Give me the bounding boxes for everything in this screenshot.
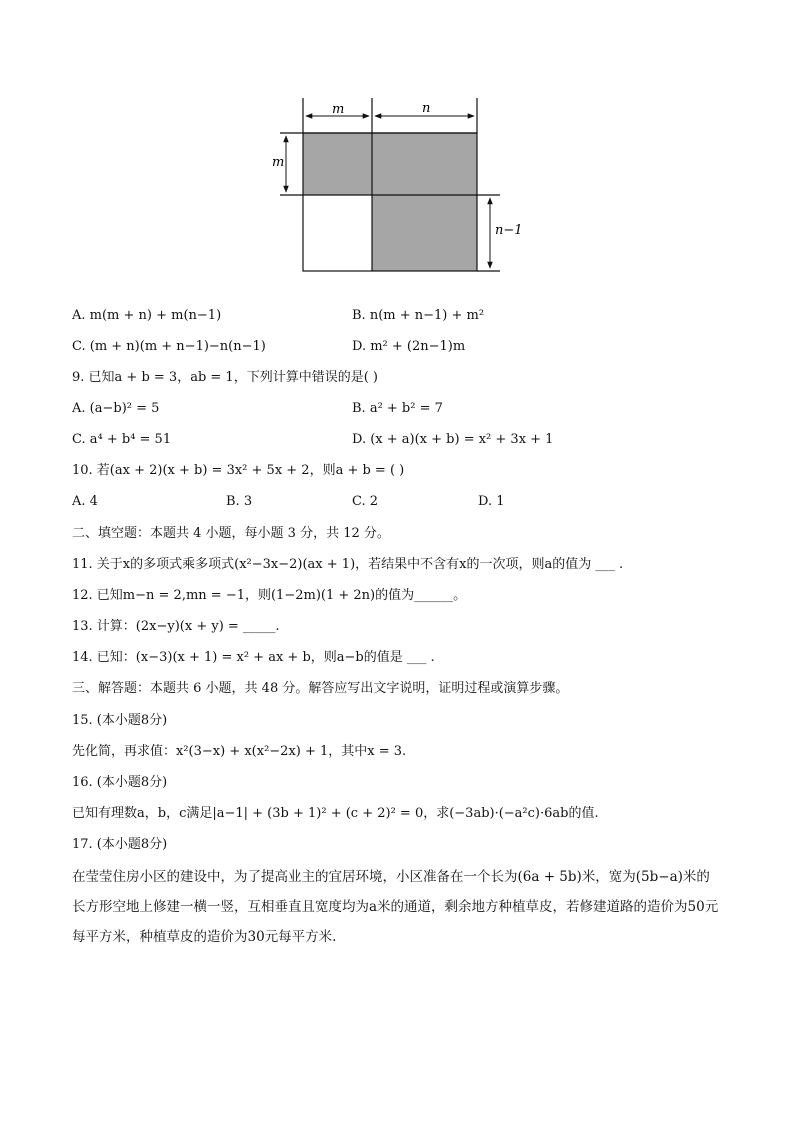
- q8-option-b: B. n(m + n−1) + m²: [352, 308, 485, 323]
- q9-option-c: C. a⁴ + b⁴ = 51: [72, 432, 172, 447]
- area-figure: [266, 96, 526, 276]
- q13: 13. 计算：(2x−y)(x + y) = _____.: [72, 619, 280, 634]
- label-left-m: m: [272, 155, 285, 170]
- q8-option-a: A. m(m + n) + m(n−1): [72, 308, 222, 323]
- q8-option-c: C. (m + n)(m + n−1)−n(n−1): [72, 339, 266, 354]
- q9-option-a: A. (a−b)² = 5: [72, 401, 160, 416]
- q9-option-b: B. a² + b² = 7: [352, 401, 443, 416]
- section2-title: 二、填空题：本题共 4 小题，每小题 3 分，共 12 分。: [72, 526, 390, 541]
- area-diagram: [266, 96, 526, 276]
- q10-option-d: D. 1: [478, 494, 505, 509]
- shaded-top-right: [372, 133, 477, 195]
- q16-body: 已知有理数a，b，c满足|a−1| + (3b + 1)² + (c + 2)² = 0，求(−3ab)·(−a²c)·6ab的值.: [72, 806, 599, 821]
- q9-stem: 9. 已知a + b = 3，ab = 1，下列计算中错误的是( ): [72, 370, 378, 385]
- label-top-m: m: [332, 102, 345, 117]
- shaded-bottom-right: [372, 195, 477, 271]
- q17-head: 17. (本小题8分): [72, 837, 168, 852]
- section3-title: 三、解答题：本题共 6 小题，共 48 分。解答应写出文字说明，证明过程或演算步骤。: [72, 681, 569, 696]
- q10-option-b: B. 3: [226, 494, 253, 509]
- q14: 14. 已知：(x−3)(x + 1) = x² + ax + b，则a−b的值是 ___ .: [72, 650, 435, 665]
- q8-option-d: D. m² + (2n−1)m: [352, 339, 466, 354]
- q9-option-d: D. (x + a)(x + b) = x² + 3x + 1: [352, 432, 554, 447]
- q10-option-a: A. 4: [72, 494, 98, 509]
- label-top-n: n: [422, 101, 431, 116]
- q15-body: 先化简，再求值：x²(3−x) + x(x²−2x) + 1，其中x = 3.: [72, 744, 407, 759]
- shaded-top-left: [303, 133, 372, 195]
- q15-head: 15. (本小题8分): [72, 713, 168, 728]
- q12: 12. 已知m−n = 2,mn = −1，则(1−2m)(1 + 2n)的值为______。: [72, 588, 467, 603]
- label-right-n-1: n−1: [495, 223, 523, 238]
- q16-head: 16. (本小题8分): [72, 775, 168, 790]
- q10-stem: 10. 若(ax + 2)(x + b) = 3x² + 5x + 2，则a + b = ( ): [72, 463, 405, 478]
- q17-body: 在莹莹住房小区的建设中，为了提高业主的宜居环境，小区准备在一个长为(6a + 5b)米，宽为(5b−a)米的长方形空地上修建一横一竖，互相垂直且宽度均为a米的通道，剩余地方种植草皮，若修建道路的造价为50元每平方米，种植草皮的造价为30元每平方米.: [72, 869, 719, 945]
- q11: 11. 关于x的多项式乘多项式(x²−3x−2)(ax + 1)，若结果中不含有x的一次项，则a的值为 ___ .: [72, 557, 624, 572]
- q10-option-c: C. 2: [352, 494, 379, 509]
